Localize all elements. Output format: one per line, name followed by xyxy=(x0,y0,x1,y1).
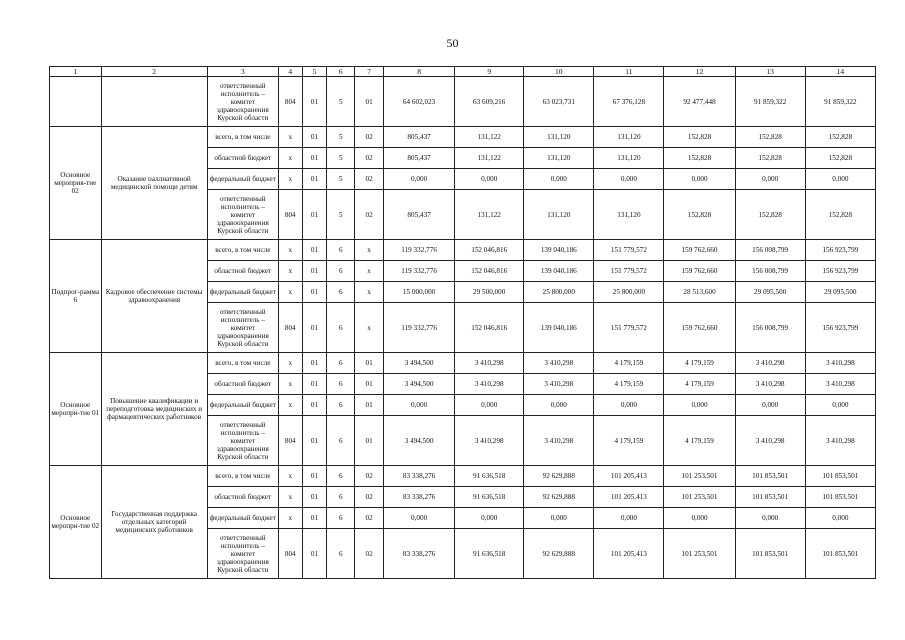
amount-cell: 4 179,159 xyxy=(594,353,664,374)
budget-code: 5 xyxy=(327,148,355,169)
budget-code: 6 xyxy=(327,395,355,416)
amount-cell: 91 859,322 xyxy=(805,77,875,127)
column-header: 4 xyxy=(278,67,302,77)
funding-source: всего, в том числе xyxy=(207,353,278,374)
budget-code: 5 xyxy=(327,169,355,190)
budget-code: 01 xyxy=(302,466,327,487)
header-row xyxy=(50,67,876,77)
funding-source: всего, в том числе xyxy=(207,240,278,261)
amount-cell: 131,122 xyxy=(455,127,524,148)
amount-cell: 159 762,660 xyxy=(664,240,735,261)
amount-cell: 101 253,501 xyxy=(664,466,735,487)
budget-code: 804 xyxy=(278,529,302,579)
amount-cell: 101 205,413 xyxy=(594,487,664,508)
budget-code: 5 xyxy=(327,127,355,148)
amount-cell: 0,000 xyxy=(384,169,455,190)
funding-source: ответственный исполнитель – комитет здравоохранения Курской области xyxy=(207,416,278,466)
budget-table xyxy=(49,66,876,579)
amount-cell: 0,000 xyxy=(805,508,875,529)
budget-code: 01 xyxy=(302,374,327,395)
budget-code: 6 xyxy=(327,374,355,395)
amount-cell: 0,000 xyxy=(664,169,735,190)
budget-code: 02 xyxy=(355,127,384,148)
budget-code: 02 xyxy=(355,190,384,240)
amount-cell: 101 853,501 xyxy=(735,487,805,508)
amount-cell: 152,828 xyxy=(664,127,735,148)
amount-cell: 101 205,413 xyxy=(594,529,664,579)
budget-code: 5 xyxy=(327,190,355,240)
amount-cell: 805,437 xyxy=(384,190,455,240)
program-label: Основное меропри-тие 02 xyxy=(50,466,102,579)
budget-code: 01 xyxy=(302,148,327,169)
amount-cell: 151 779,572 xyxy=(594,261,664,282)
program-label: Подпрог-рамма 6 xyxy=(50,240,102,353)
amount-cell: 91 859,322 xyxy=(735,77,805,127)
amount-cell: 152,828 xyxy=(735,190,805,240)
amount-cell: 101 253,501 xyxy=(664,487,735,508)
budget-code: 01 xyxy=(355,374,384,395)
amount-cell: 63 023,731 xyxy=(524,77,594,127)
column-header: 2 xyxy=(101,67,207,77)
budget-code: 01 xyxy=(355,353,384,374)
amount-cell: 0,000 xyxy=(594,169,664,190)
budget-code: 01 xyxy=(302,240,327,261)
amount-cell: 0,000 xyxy=(735,395,805,416)
amount-cell: 67 376,128 xyxy=(594,77,664,127)
column-header: 13 xyxy=(735,67,805,77)
amount-cell: 3 410,298 xyxy=(735,374,805,395)
program-name: Государственная поддержка отдельных категорий медицинских работников xyxy=(101,466,207,579)
amount-cell: 92 477,448 xyxy=(664,77,735,127)
budget-code: 02 xyxy=(355,529,384,579)
amount-cell: 151 779,572 xyxy=(594,303,664,353)
amount-cell: 0,000 xyxy=(455,395,524,416)
budget-code: 01 xyxy=(302,508,327,529)
amount-cell: 101 853,501 xyxy=(805,529,875,579)
amount-cell: 3 410,298 xyxy=(805,353,875,374)
amount-cell: 3 410,298 xyxy=(805,374,875,395)
budget-code: 01 xyxy=(355,416,384,466)
amount-cell: 131,120 xyxy=(594,127,664,148)
budget-code: 01 xyxy=(302,353,327,374)
budget-code: х xyxy=(355,282,384,303)
budget-code: 02 xyxy=(355,508,384,529)
amount-cell: 0,000 xyxy=(805,169,875,190)
amount-cell: 131,120 xyxy=(594,148,664,169)
budget-code: 01 xyxy=(302,190,327,240)
funding-source: областной бюджет xyxy=(207,261,278,282)
funding-source: всего, в том числе xyxy=(207,127,278,148)
amount-cell: 4 179,159 xyxy=(664,416,735,466)
funding-source: ответственный исполнитель – комитет здравоохранения Курской области xyxy=(207,77,278,127)
amount-cell: 805,437 xyxy=(384,127,455,148)
budget-code: 6 xyxy=(327,466,355,487)
budget-code: 6 xyxy=(327,282,355,303)
program-label: Основное мероприя-тие 02 xyxy=(50,127,102,240)
amount-cell: 119 332,776 xyxy=(384,303,455,353)
amount-cell: 3 410,298 xyxy=(524,416,594,466)
amount-cell: 131,120 xyxy=(524,148,594,169)
budget-code: 02 xyxy=(355,487,384,508)
column-header: 11 xyxy=(594,67,664,77)
amount-cell: 156 008,799 xyxy=(735,303,805,353)
amount-cell: 0,000 xyxy=(455,508,524,529)
budget-code: 01 xyxy=(302,395,327,416)
amount-cell: 83 338,276 xyxy=(384,529,455,579)
table-row xyxy=(50,127,876,148)
budget-code: х xyxy=(278,282,302,303)
amount-cell: 64 602,023 xyxy=(384,77,455,127)
budget-code: 01 xyxy=(302,529,327,579)
amount-cell: 119 332,776 xyxy=(384,261,455,282)
amount-cell: 25 800,000 xyxy=(524,282,594,303)
amount-cell: 3 410,298 xyxy=(455,416,524,466)
table-row xyxy=(50,353,876,374)
budget-code: 6 xyxy=(327,303,355,353)
amount-cell: 152 046,816 xyxy=(455,303,524,353)
amount-cell: 156 923,799 xyxy=(805,261,875,282)
funding-source: федеральный бюджет xyxy=(207,395,278,416)
amount-cell: 101 853,501 xyxy=(805,466,875,487)
amount-cell: 156 923,799 xyxy=(805,303,875,353)
amount-cell: 25 800,000 xyxy=(594,282,664,303)
budget-code: 6 xyxy=(327,240,355,261)
amount-cell: 152,828 xyxy=(805,127,875,148)
amount-cell: 0,000 xyxy=(594,395,664,416)
column-header: 9 xyxy=(455,67,524,77)
budget-code: 01 xyxy=(302,169,327,190)
column-header: 14 xyxy=(805,67,875,77)
budget-code: 6 xyxy=(327,529,355,579)
table-row xyxy=(50,466,876,487)
budget-code: х xyxy=(278,466,302,487)
amount-cell: 101 853,501 xyxy=(735,466,805,487)
amount-cell: 0,000 xyxy=(455,169,524,190)
amount-cell: 131,120 xyxy=(524,190,594,240)
budget-code: 6 xyxy=(327,487,355,508)
budget-code: х xyxy=(278,240,302,261)
amount-cell: 152,828 xyxy=(805,148,875,169)
amount-cell: 152,828 xyxy=(805,190,875,240)
amount-cell: 4 179,159 xyxy=(594,374,664,395)
column-header: 7 xyxy=(355,67,384,77)
column-header: 5 xyxy=(302,67,327,77)
amount-cell: 83 338,276 xyxy=(384,487,455,508)
funding-source: областной бюджет xyxy=(207,374,278,395)
budget-code: 01 xyxy=(302,487,327,508)
budget-code: х xyxy=(278,508,302,529)
budget-code: 6 xyxy=(327,353,355,374)
budget-code: 6 xyxy=(327,261,355,282)
budget-code: 01 xyxy=(302,77,327,127)
funding-source: ответственный исполнитель – комитет здравоохранения Курской области xyxy=(207,190,278,240)
funding-source: федеральный бюджет xyxy=(207,282,278,303)
amount-cell: 152,828 xyxy=(664,148,735,169)
amount-cell: 3 410,298 xyxy=(524,374,594,395)
budget-code: 02 xyxy=(355,169,384,190)
amount-cell: 3 410,298 xyxy=(455,374,524,395)
amount-cell: 29 500,000 xyxy=(455,282,524,303)
budget-code: 01 xyxy=(355,395,384,416)
funding-source: областной бюджет xyxy=(207,487,278,508)
budget-code: 804 xyxy=(278,303,302,353)
budget-code: х xyxy=(278,487,302,508)
budget-code: х xyxy=(355,303,384,353)
amount-cell: 151 779,572 xyxy=(594,240,664,261)
amount-cell: 0,000 xyxy=(805,395,875,416)
amount-cell: 3 494,500 xyxy=(384,374,455,395)
amount-cell: 152,828 xyxy=(735,127,805,148)
amount-cell: 101 853,501 xyxy=(805,487,875,508)
budget-code: 01 xyxy=(302,416,327,466)
amount-cell: 3 410,298 xyxy=(455,353,524,374)
budget-code: 5 xyxy=(327,77,355,127)
amount-cell: 0,000 xyxy=(524,395,594,416)
budget-code: х xyxy=(278,395,302,416)
page-number: 50 xyxy=(446,36,459,50)
column-header: 8 xyxy=(384,67,455,77)
budget-code: х xyxy=(278,261,302,282)
budget-code: х xyxy=(278,127,302,148)
amount-cell: 63 609,216 xyxy=(455,77,524,127)
amount-cell: 131,120 xyxy=(594,190,664,240)
amount-cell: 29 095,500 xyxy=(735,282,805,303)
funding-source: федеральный бюджет xyxy=(207,508,278,529)
budget-code: х xyxy=(278,353,302,374)
budget-code: 6 xyxy=(327,508,355,529)
program-name: Кадровое обеспечение системы здравоохранения xyxy=(101,240,207,353)
amount-cell: 101 853,501 xyxy=(735,529,805,579)
amount-cell: 92 629,888 xyxy=(524,529,594,579)
amount-cell: 83 338,276 xyxy=(384,466,455,487)
amount-cell: 3 410,298 xyxy=(735,416,805,466)
amount-cell: 156 008,799 xyxy=(735,240,805,261)
amount-cell: 139 040,186 xyxy=(524,240,594,261)
amount-cell: 4 179,159 xyxy=(664,374,735,395)
amount-cell: 0,000 xyxy=(384,508,455,529)
amount-cell: 3 410,298 xyxy=(735,353,805,374)
budget-code: 6 xyxy=(327,416,355,466)
budget-code: 01 xyxy=(302,303,327,353)
amount-cell: 139 040,186 xyxy=(524,303,594,353)
budget-code: 02 xyxy=(355,466,384,487)
amount-cell: 152 046,816 xyxy=(455,240,524,261)
budget-code: 01 xyxy=(302,127,327,148)
budget-code: 02 xyxy=(355,148,384,169)
funding-source: областной бюджет xyxy=(207,148,278,169)
amount-cell: 131,122 xyxy=(455,190,524,240)
amount-cell: 119 332,776 xyxy=(384,240,455,261)
program-name: Повышение квалификации и переподготовка медицинских и фармацевтических работников xyxy=(101,353,207,466)
funding-source: федеральный бюджет xyxy=(207,169,278,190)
amount-cell: 152,828 xyxy=(735,148,805,169)
amount-cell: 139 040,186 xyxy=(524,261,594,282)
amount-cell: 805,437 xyxy=(384,148,455,169)
amount-cell: 92 629,888 xyxy=(524,487,594,508)
amount-cell: 91 636,518 xyxy=(455,466,524,487)
funding-source: ответственный исполнитель – комитет здравоохранения Курской области xyxy=(207,303,278,353)
column-header: 10 xyxy=(524,67,594,77)
column-header: 6 xyxy=(327,67,355,77)
amount-cell: 15 000,000 xyxy=(384,282,455,303)
amount-cell: 131,120 xyxy=(524,127,594,148)
amount-cell: 0,000 xyxy=(735,508,805,529)
table-row xyxy=(50,240,876,261)
amount-cell: 3 494,500 xyxy=(384,353,455,374)
amount-cell: 92 629,888 xyxy=(524,466,594,487)
amount-cell: 0,000 xyxy=(664,508,735,529)
amount-cell: 0,000 xyxy=(524,508,594,529)
amount-cell: 159 762,660 xyxy=(664,261,735,282)
budget-code: х xyxy=(278,374,302,395)
amount-cell: 0,000 xyxy=(664,395,735,416)
budget-code: 01 xyxy=(302,261,327,282)
column-header: 12 xyxy=(664,67,735,77)
amount-cell: 159 762,660 xyxy=(664,303,735,353)
amount-cell: 0,000 xyxy=(524,169,594,190)
budget-code: 01 xyxy=(302,282,327,303)
budget-code: х xyxy=(278,148,302,169)
column-header: 3 xyxy=(207,67,278,77)
budget-code: 804 xyxy=(278,190,302,240)
program-name: Оказание паллиативной медицинской помощи детям xyxy=(101,127,207,240)
program-name xyxy=(101,77,207,127)
budget-code: х xyxy=(355,240,384,261)
budget-code: х xyxy=(278,169,302,190)
amount-cell: 3 410,298 xyxy=(805,416,875,466)
amount-cell: 91 636,518 xyxy=(455,529,524,579)
amount-cell: 28 513,600 xyxy=(664,282,735,303)
budget-code: х xyxy=(355,261,384,282)
amount-cell: 3 494,500 xyxy=(384,416,455,466)
amount-cell: 91 636,518 xyxy=(455,487,524,508)
funding-source: ответственный исполнитель – комитет здравоохранения Курской области xyxy=(207,529,278,579)
amount-cell: 29 095,500 xyxy=(805,282,875,303)
amount-cell: 3 410,298 xyxy=(524,353,594,374)
amount-cell: 152 046,816 xyxy=(455,261,524,282)
amount-cell: 152,828 xyxy=(664,190,735,240)
amount-cell: 101 253,501 xyxy=(664,529,735,579)
amount-cell: 0,000 xyxy=(735,169,805,190)
column-header: 1 xyxy=(50,67,102,77)
amount-cell: 0,000 xyxy=(594,508,664,529)
budget-code: 01 xyxy=(355,77,384,127)
amount-cell: 4 179,159 xyxy=(664,353,735,374)
budget-code: 804 xyxy=(278,77,302,127)
program-label: Основное меропри-тие 01 xyxy=(50,353,102,466)
table-row xyxy=(50,77,876,127)
program-label xyxy=(50,77,102,127)
amount-cell: 4 179,159 xyxy=(594,416,664,466)
amount-cell: 156 923,799 xyxy=(805,240,875,261)
amount-cell: 131,122 xyxy=(455,148,524,169)
budget-code: 804 xyxy=(278,416,302,466)
amount-cell: 0,000 xyxy=(384,395,455,416)
funding-source: всего, в том числе xyxy=(207,466,278,487)
amount-cell: 101 205,413 xyxy=(594,466,664,487)
amount-cell: 156 008,799 xyxy=(735,261,805,282)
